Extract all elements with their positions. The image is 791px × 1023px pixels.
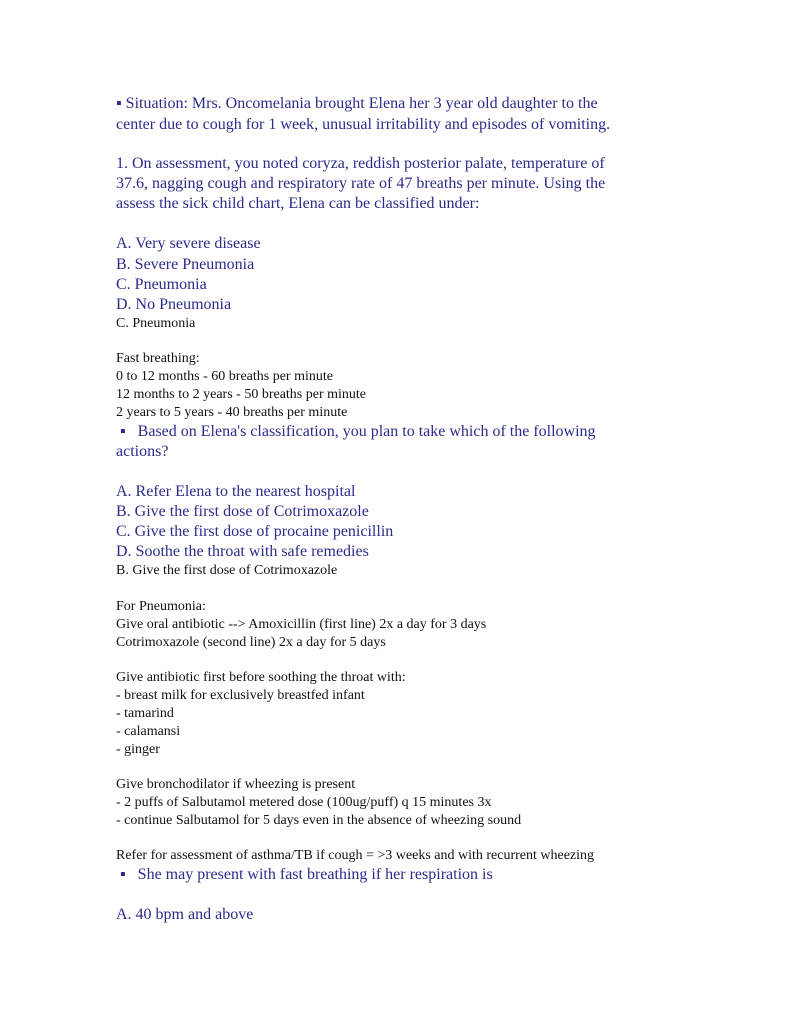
question-1-option-b: B. Severe Pneumonia — [116, 256, 255, 273]
question-2-rationale-line: Give oral antibiotic --> Amoxicillin (first line) 2x a day for 3 days — [116, 617, 487, 632]
situation-line-2: center due to cough for 1 week, unusual irritability and episodes of vomiting. — [116, 116, 611, 133]
question-2-option-b: B. Give the first dose of Cotrimoxazole — [116, 503, 369, 520]
question-1-option-d: D. No Pneumonia — [116, 296, 232, 313]
question-3-option-a: A. 40 bpm and above — [116, 906, 254, 923]
question-2-rationale-line: - tamarind — [116, 706, 174, 721]
question-2-rationale-line: Cotrimoxazole (second line) 2x a day for 5 days — [116, 635, 386, 650]
question-2-option-c: C. Give the first dose of procaine penicillin — [116, 523, 394, 540]
situation-line-1: ▪ Situation: Mrs. Oncomelania brought Elena her 3 year old daughter to the — [116, 95, 598, 112]
question-2-rationale-heading: For Pneumonia: — [116, 599, 206, 614]
question-2-option-a: A. Refer Elena to the nearest hospital — [116, 483, 356, 500]
question-2-answer: B. Give the first dose of Cotrimoxazole — [116, 563, 338, 578]
question-2-rationale-line: - breast milk for exclusively breastfed infant — [116, 688, 365, 703]
question-2-rationale-heading: Give bronchodilator if wheezing is present — [116, 777, 356, 792]
question-2-rationale-referral: Refer for assessment of asthma/TB if cough = >3 weeks and with recurrent wheezing — [116, 848, 595, 863]
bullet-icon: ▪ — [120, 423, 126, 440]
question-1-option-a: A. Very severe disease — [116, 235, 261, 252]
question-1-stem-line-1: 1. On assessment, you noted coryza, reddish posterior palate, temperature of — [116, 155, 605, 172]
question-2-rationale-line: - continue Salbutamol for 5 days even in the absence of wheezing sound — [116, 813, 522, 828]
question-1-answer: C. Pneumonia — [116, 316, 196, 331]
question-1-stem-line-2: 37.6, nagging cough and respiratory rate of 47 breaths per minute. Using the — [116, 175, 606, 192]
question-2-stem-line-2: actions? — [116, 443, 169, 460]
question-2-rationale-line: - calamansi — [116, 724, 181, 739]
question-2-stem-text: Based on Elena's classification, you plan to take which of the following — [137, 423, 596, 440]
question-2-rationale-heading: Give antibiotic first before soothing the throat with: — [116, 670, 406, 685]
question-2-rationale-line: - 2 puffs of Salbutamol metered dose (100ug/puff) q 15 minutes 3x — [116, 795, 492, 810]
bullet-icon: ▪ — [120, 866, 126, 883]
question-2-option-d: D. Soothe the throat with safe remedies — [116, 543, 369, 560]
question-1-option-c: C. Pneumonia — [116, 276, 207, 293]
question-1-stem-line-3: assess the sick child chart, Elena can be classified under: — [116, 195, 480, 212]
question-3-stem-text: She may present with fast breathing if her respiration is — [137, 866, 493, 883]
question-1-rationale-line: 0 to 12 months - 60 breaths per minute — [116, 369, 333, 384]
question-2-stem-line-1 — [116, 424, 596, 440]
question-1-rationale-line: 2 years to 5 years - 40 breaths per minute — [116, 405, 348, 420]
question-1-rationale-heading: Fast breathing: — [116, 351, 200, 366]
question-3-stem — [116, 867, 493, 883]
question-1-rationale-line: 12 months to 2 years - 50 breaths per minute — [116, 387, 367, 402]
question-2-rationale-line: - ginger — [116, 742, 160, 757]
